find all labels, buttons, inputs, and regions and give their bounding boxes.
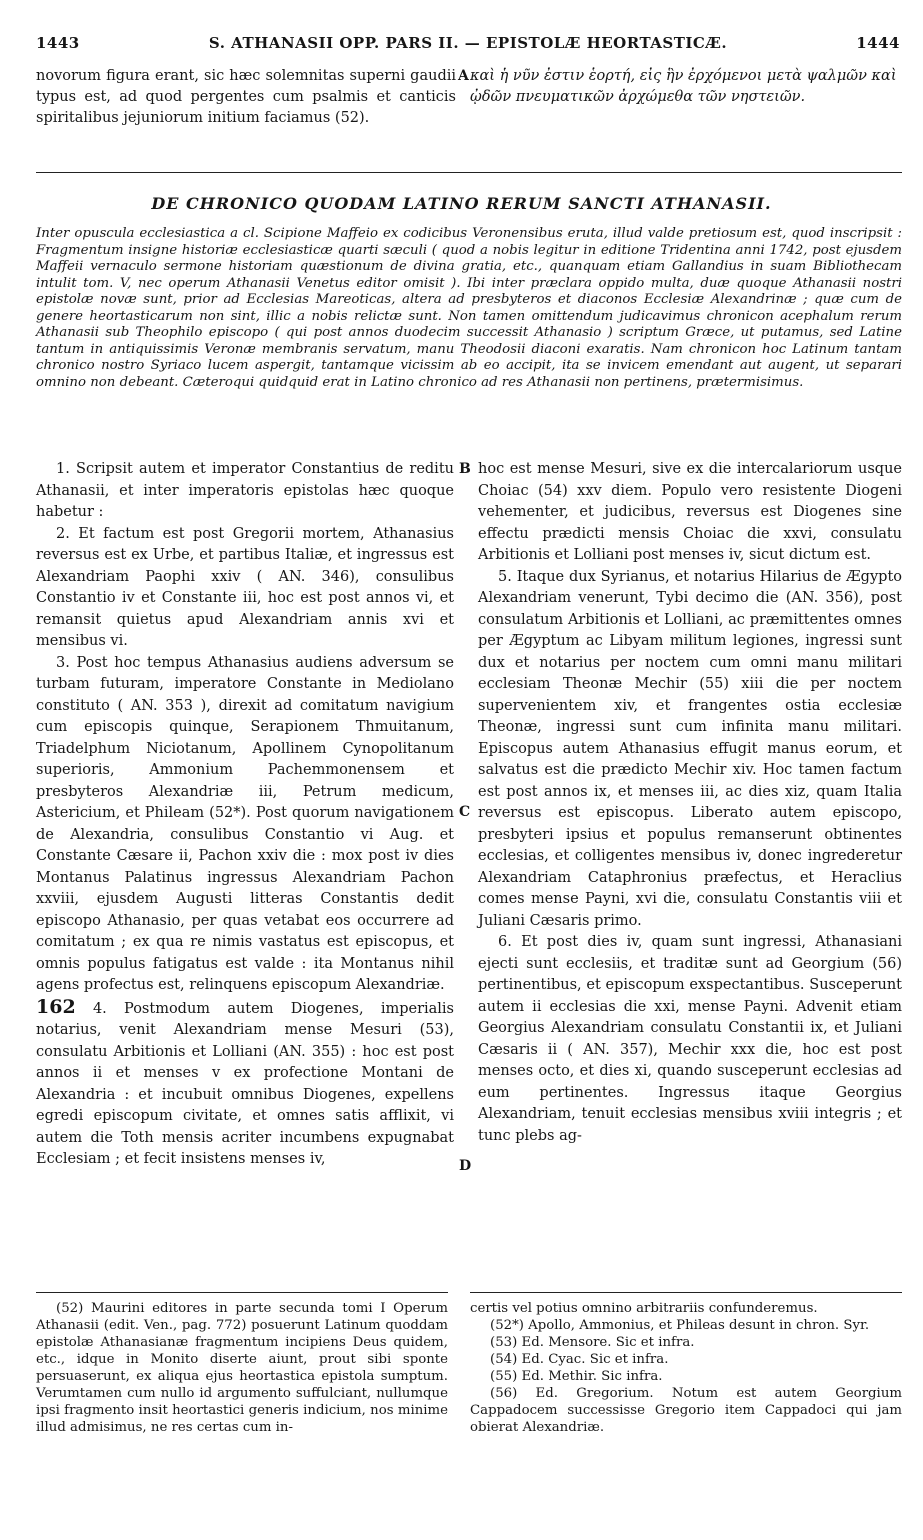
running-header bbox=[36, 34, 900, 56]
margin-marker-b: B bbox=[459, 461, 471, 477]
footnote-rule-right bbox=[470, 1292, 902, 1293]
paragraph-4-continued: hoc est mense Mesuri, sive ex die intercalariorum usque Choiac (54) xxv diem. Populo vero resistente Diogeni vehementer, et judicibus, reversus est Diogenes sine effectu prædicti mensis Choiac die xxvi, consulatu Arbitionis et Lolliani post menses iv, sicut dictum est. bbox=[478, 461, 902, 563]
paragraph-5: 5. Itaque dux Syrianus, et notarius Hilarius de Ægypto Alexandriam venerunt, Tybi decimo die (AN. 356), post consulatum Arbitionis et Lolliani, ac præmittentes omnes per Ægyptum ac Libyam militum legiones, ingressi sunt dux et notarius per noctem cum omni manu militari ecclesiam Theonæ Mechir (55) xiii die per noctem supervenientem xiv, et frangentes ostia ecclesiæ Theonæ, ingressi sunt cum infinita manu militari. Episcopus autem Athanasius effugit manus eorum, et salvatus est die prædicto Mechir xiv. Hoc tamen factum est post annos ix, et menses iii, ac dies xiz, quam Italia reversus est episcopus. Liberato autem episcopo, presbyteri ipsius et populus remanserunt obtinentes ecclesias, et colligentes mensibus iv, donec ingrederetur Alexandriam Cataphronius præfectus, et Heraclius comes mense Payni, xvi die, consulatu Constantis viii et Juliani Cæsaris primo. bbox=[478, 568, 902, 929]
left-column bbox=[36, 459, 454, 1171]
top-latin-passage: novorum figura erant, sic hæc solemnitas superni gaudii typus est, ad quod pergentes cum psalmis et canticis spiritalibus jejuniorum initium faciamus (52). bbox=[36, 68, 456, 126]
paragraph-6: 6. Et post dies iv, quam sunt ingressi, Athanasiani ejecti sunt ecclesiis, et traditæ sunt ad Georgium (56) pertinentibus, et episcopum exspectantibus. Susceperunt autem ii ecclesias die xxi, mense Payni. Advenit etiam Georgius Alexandriam consulatu Constantii ix, et Juliani Cæsaris ii ( AN. 357), Mechir xxx die, hoc est post menses octo, et dies xi, quando susceperunt ecclesias ad eum pertinentes. Ingressus itaque Georgius Alexandriam, tenuit ecclesias mensibus xviii integris ; et tunc plebs ag- bbox=[478, 934, 902, 1144]
section-divider bbox=[36, 172, 902, 173]
margin-marker-c: C bbox=[459, 804, 471, 820]
column-number-162: 162 bbox=[36, 995, 76, 1018]
footnote-52-star: (52*) Apollo, Ammonius, et Phileas desunt in chron. Syr. bbox=[490, 1318, 870, 1333]
footnote-55: (55) Ed. Methir. Sic infra. bbox=[490, 1369, 663, 1384]
paragraph-3: 3. Post hoc tempus Athanasius audiens adversum se turbam futuram, imperatore Constante in Mediolano constituto ( AN. 353 ), direxit ad comitatum navigium cum episcopis quinque, Serapionem Thmuitanum, Triadelphum Niciotanum, Apollinem Cynopolitanum superioris, Ammonium Pachemmonensem et presbyteros Alexandriæ iii, Petrum medicum, Astericium, et Phileam (52*). Post quorum navigationem de Alexandria, consulibus Constantio vi Aug. et Constante Cæsare ii, Pachon xxiv die : mox post iv dies Montanus Palatinus ingressus Alexandriam Pachon xxviii, ejusdem Augusti litteras Constantis dedit episcopo Athanasio, per quas vetabat eos occurrere ad comitatum ; ex qua re nimis vastatus est episcopus, et omnis populus fatigatus est valde : ita Montanus nihil agens profectus est, relinquens episcopum Alexandriæ. bbox=[36, 654, 454, 993]
top-greek-passage: καὶ ἡ νῦν ἐστιν ἑορτή, εἰς ἣν ἐρχόμενοι μετὰ ψαλμῶν καὶ ᾠδῶν πνευματικῶν ἀρχώμεθα τῶν νηστειῶν. bbox=[470, 68, 897, 105]
margin-marker-d: D bbox=[459, 1158, 472, 1174]
paragraph-2: 2. Et factum est post Gregorii mortem, Athanasius reversus est ex Urbe, et partibus Italiæ, et ingressus est Alexandriam Paophi xxiv ( AN. 346), consulibus Constantio iv et Constante iii, hoc est post annos vi, et remansit quietus apud Alexandriam annis xvi et mensibus vi. bbox=[36, 525, 454, 649]
section-intro: Inter opuscula ecclesiastica a cl. Scipione Maffeio ex codicibus Veronensibus eruta, illud valde pretiosum est, quod inscripsit : Fragmentum insigne historiæ ecclesiasticæ quarti sæculi ( quod a nobis legitur in editione Tridentina anni 1742, post ejusdem Maffeii vernaculo sermone historiam quæstionum de divina gratia, etc., quanquam etiam Gallandius in suam Bibliothecam intulit tom. V, nec operum Athanasii Venetus editor omisit ). Ibi inter præclara oppido multa, duæ quoque Athanasii nostri epistolæ novæ sunt, prior ad Ecclesias Mareoticas, altera ad presbyteros et diaconos Ecclesiæ Alexandrinæ ; quæ cum de genere heortasticarum non sint, illic a nobis relictæ sunt. Non tamen omittendum judicavimus chronicon acephalum rerum Athanasii sub Theophilo episcopo ( qui post annos duodecim successit Athanasio ) scriptum Græce, ut putamus, sed Latine tantum in antiquissimis Veronæ membranis servatum, manu Theodosii diaconi exaratis. Nam chronicon hoc Latinum tantam chronico nostro Syriaco lucem aspergit, tantamque vicissim ab eo accipit, ita se invicem emendant aut augent, ut separari omnino non debeant. Cæteroqui quidquid erat in Latino chronico ad res Athanasii non pertinens, prætermisimus. bbox=[36, 226, 902, 390]
footnotes-right bbox=[470, 1300, 902, 1436]
footnotes-left bbox=[36, 1300, 448, 1436]
page-number-left: 1443 bbox=[36, 34, 80, 52]
footnote-rule-left bbox=[36, 1292, 448, 1293]
footnote-53: (53) Ed. Mensore. Sic et infra. bbox=[490, 1335, 695, 1350]
footnote-54: (54) Ed. Cyac. Sic et infra. bbox=[490, 1352, 669, 1367]
footnote-56: (56) Ed. Gregorium. Notum est autem Georgium Cappadocem successisse Gregorio item Cappadoci qui jam obierat Alexandriæ. bbox=[470, 1386, 902, 1435]
footnote-52: (52) Maurini editores in parte secunda tomi I Operum Athanasii (edit. Ven., pag. 772) posuerunt Latinum quoddam epistolæ Athanasianæ fragmentum incipiens Deus quidem, etc., idque in Monito diserte aiunt, prout sibi sponte persuaserunt, ex aliqua ejus heortastica epistola sumptum. Verumtamen cum nullo id argumento suffulciant, nullumque ipsi fragmento insit heortastici generis indicium, nos minime illud admisimus, ne res certas cum in- bbox=[36, 1301, 448, 1435]
paragraph-4-text: 4. Postmodum autem Diogenes, imperialis notarius, venit Alexandriam mense Mesuri (53), consulatu Arbitionis et Lolliani (AN. 355) : hoc est post annos ii et menses v ex profectione Montani de Alexandria : et incubuit omnibus Diogenes, expellens egredi episcopum civitate, et omnes satis afflixit, vi autem die Toth mensis acriter incumbens expugnabat Ecclesiam ; et fecit insistens menses iv, bbox=[36, 1000, 454, 1167]
paragraph-4 bbox=[36, 997, 454, 1171]
paragraph-1: 1. Scripsit autem et imperator Constantius de reditu Athanasii, et inter imperatoris epistolas hæc quoque habetur : bbox=[36, 461, 454, 520]
section-title: DE CHRONICO QUODAM LATINO RERUM SANCTI ATHANASII. bbox=[151, 194, 772, 213]
page-number-right: 1444 bbox=[856, 34, 900, 52]
right-column bbox=[478, 459, 902, 1147]
running-title: S. ATHANASII OPP. PARS II. — EPISTOLÆ HEORTASTICÆ. bbox=[208, 34, 728, 52]
margin-marker-a: A bbox=[458, 68, 469, 84]
footnote-52-continued: certis vel potius omnino arbitrariis confunderemus. bbox=[470, 1301, 818, 1316]
